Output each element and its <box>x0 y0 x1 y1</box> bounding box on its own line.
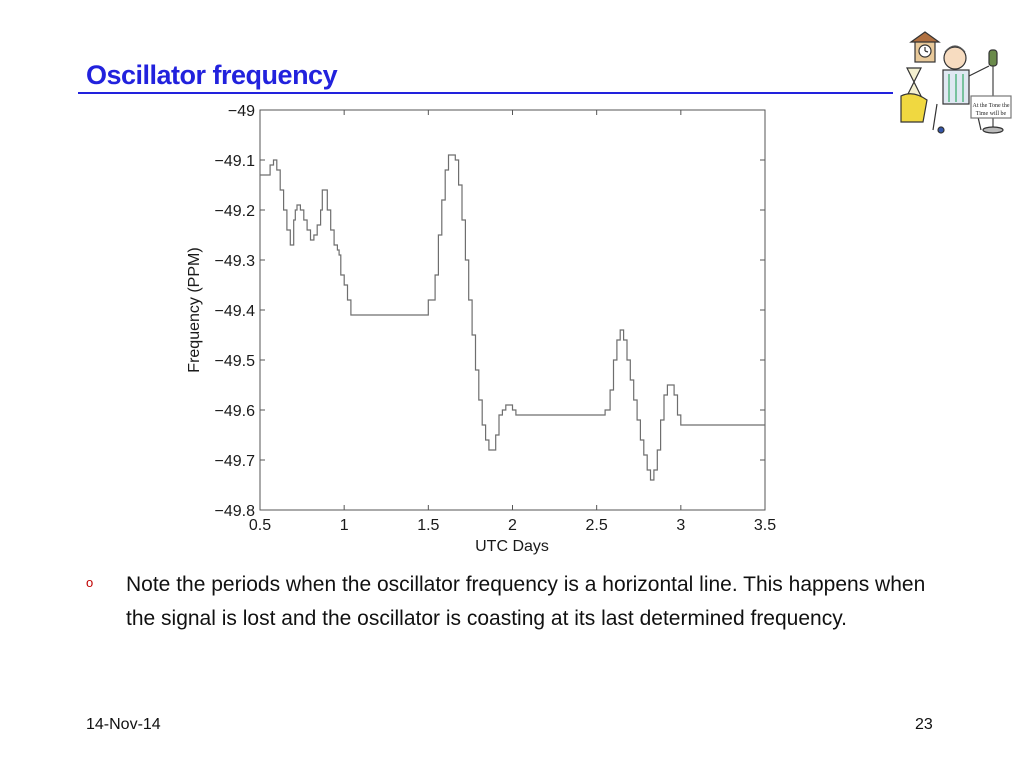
y-tick-label: −49.6 <box>214 403 255 420</box>
y-tick-label: −49.3 <box>214 253 255 270</box>
title-underline <box>78 92 893 94</box>
list-item <box>86 568 946 636</box>
x-tick-label: 1.5 <box>417 517 440 534</box>
y-axis-label: Frequency (PPM) <box>186 247 203 373</box>
x-tick-label: 0.5 <box>248 517 272 534</box>
frequency-chart <box>175 98 785 558</box>
y-axis-ticks <box>215 103 765 520</box>
x-axis-label: UTC Days <box>475 538 549 555</box>
x-tick-label: 2 <box>508 517 517 534</box>
y-tick-label: −49.1 <box>214 153 255 170</box>
x-tick-label: 1 <box>339 517 349 534</box>
logo-caption-line-2: Time will be <box>975 111 1007 117</box>
clock-cartoon-logo <box>893 30 1015 136</box>
x-axis-ticks <box>249 110 776 534</box>
y-tick-label: −49.5 <box>214 353 255 370</box>
frequency-series-line <box>260 155 765 480</box>
plot-area-frame <box>260 110 765 510</box>
bullet-text: Note the periods when the oscillator frequency is a horizontal line. This happens when the signal is lost and the oscillator is coasting at its last determined frequency. <box>126 573 926 630</box>
x-tick-label: 2.5 <box>585 517 608 534</box>
slide-title: Oscillator frequency <box>86 60 338 90</box>
y-tick-label: −49.2 <box>214 203 255 220</box>
x-tick-label: 3 <box>676 517 686 534</box>
bullet-marker: o <box>86 575 94 590</box>
x-tick-label: 3.5 <box>753 517 777 534</box>
footer-date: 14-Nov-14 <box>86 716 161 733</box>
logo-caption-line-1: At the Tone the <box>972 103 1010 109</box>
bullet-list <box>86 568 946 636</box>
y-tick-label: −49 <box>227 103 255 120</box>
page-number: 23 <box>915 716 933 733</box>
y-tick-label: −49.4 <box>214 303 255 320</box>
y-tick-label: −49.8 <box>214 503 255 520</box>
y-tick-label: −49.7 <box>214 453 255 470</box>
